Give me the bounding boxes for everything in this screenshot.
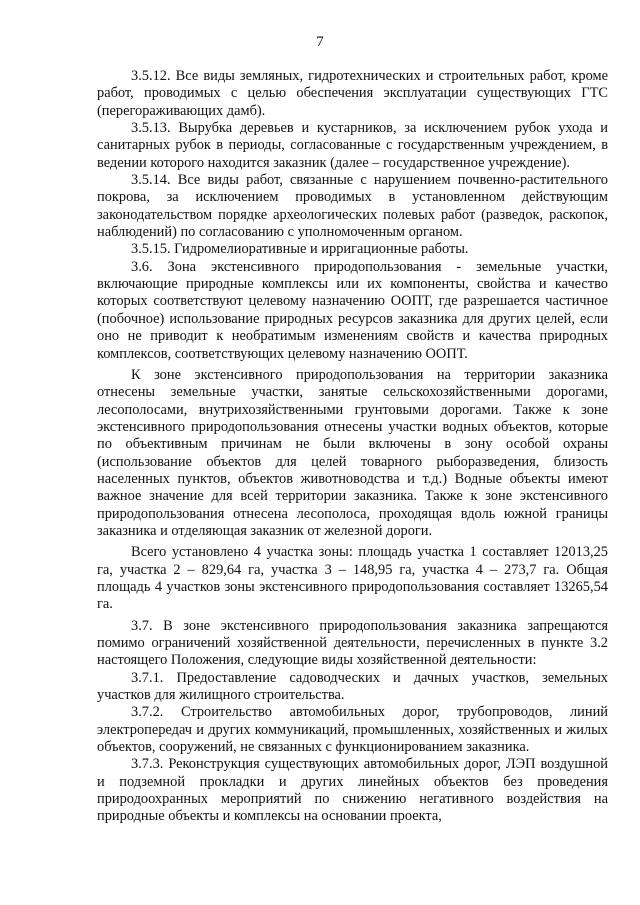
- paragraph-3-7-3: 3.7.3. Реконструкция существующих автомобильных дорог, ЛЭП воздушной и подземной прокладки и других линейных объектов без проведения природоохранных мероприятий по снижению негативного воздействия на природные объекты и комплексы на основании проекта,: [97, 756, 608, 825]
- paragraph-zone-description: К зоне экстенсивного природопользования на территории заказника отнесены земельные участки, занятые сельскохозяйственными дорогами, лесополосами, внутрихозяйственными грунтовыми дорогами. Также к зоне экстенсивного природопользования отнесены участки водных объектов, которые по объективным причинам не были включены в зону особой охраны (использование объектов для целей товарного рыборазведения, близость населенных пунктов, объектов животноводства и т.д.) Водные объекты имеют важное значение для всей территории заказника. Также к зоне экстенсивного природопользования отнесена лесополоса, проходящая вдоль южной границы заказника и отделяющая заказник от железной дороги.: [97, 366, 608, 539]
- paragraph-3-5-14: 3.5.14. Все виды работ, связанные с нарушением почвенно-растительного покрова, за исключением проводимых в установленном действующим законодательством порядке археологических полевых работ (разведок, раскопок, наблюдений) по согласованию с уполномоченным органом.: [97, 172, 608, 241]
- paragraph-3-5-13: 3.5.13. Вырубка деревьев и кустарников, за исключением рубок ухода и санитарных рубок в периоды, согласованные с государственным учреждением, в ведении которого находится заказник (далее – государственное учреждение).: [97, 120, 608, 171]
- paragraph-3-5-15: 3.5.15. Гидромелиоративные и ирригационные работы.: [131, 241, 469, 258]
- paragraph-3-5-12: 3.5.12. Все виды земляных, гидротехнических и строительных работ, кроме работ, проводимых с целью обеспечения эксплуатации существующих ГТС (перегораживающих дамб).: [97, 68, 608, 119]
- document-body: [97, 68, 608, 826]
- paragraph-3-7-2: 3.7.2. Строительство автомобильных дорог, трубопроводов, линий электропередач и других коммуникаций, промышленных, хозяйственных и жилых объектов, сооружений, не связанных с функционированием заказника.: [97, 704, 608, 756]
- paragraph-3-7-1: 3.7.1. Предоставление садоводческих и дачных участков, земельных участков для жилищного строительства.: [97, 669, 608, 704]
- paragraph-3-7: 3.7. В зоне экстенсивного природопользования заказника запрещаются помимо ограничений хозяйственной деятельности, перечисленных в пункте 3.2 настоящего Положения, следующие виды хозяйственной деятельности:: [97, 617, 608, 669]
- paragraph-zone-areas: Всего установлено 4 участка зоны: площадь участка 1 составляет 12013,25 га, участка 2 – 829,64 га, участка 3 – 148,95 га, участка 4 – 273,7 га. Общая площадь 4 участков зоны экстенсивного природопользования составляет 13265,54 га.: [97, 544, 608, 613]
- paragraph-3-6: 3.6. Зона экстенсивного природопользования - земельные участки, включающие природные комплексы или их компоненты, свойства и качество которых соответствуют целевому назначению ООПТ, где разрешается частичное (побочное) использование природных ресурсов заказника для других целей, если оно не приводит к необратимым изменениям свойств и качества природных комплексов, соответствующих целевому назначению ООПТ.: [97, 258, 608, 362]
- page-number: 7: [316, 34, 324, 50]
